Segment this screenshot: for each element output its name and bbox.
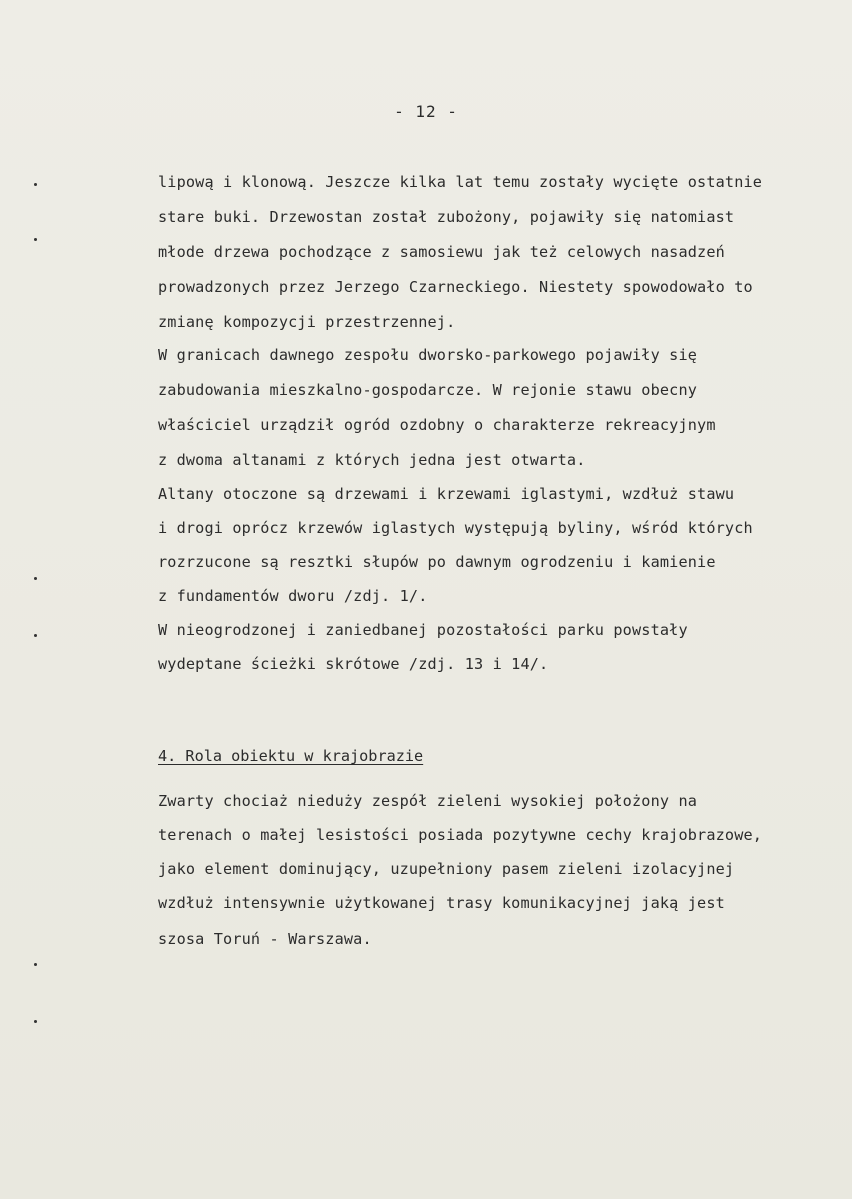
paragraph-line: właściciel urządził ogród ozdobny o charakterze rekreacyjnym (158, 416, 716, 434)
paragraph-line: z dwoma altanami z których jedna jest otwarta. (158, 451, 586, 469)
page-number: - 12 - (394, 102, 458, 121)
paragraph-line: wydeptane ścieżki skrótowe /zdj. 13 i 14/. (158, 655, 549, 673)
paragraph-line: zmianę kompozycji przestrzennej. (158, 313, 456, 331)
paragraph-line: Altany otoczone są drzewami i krzewami iglastymi, wzdłuż stawu (158, 485, 735, 503)
punch-hole-mark (34, 1020, 37, 1023)
paragraph-line: W granicach dawnego zespołu dworsko-parkowego pojawiły się (158, 346, 698, 364)
punch-hole-mark (34, 577, 37, 580)
paragraph-line: W nieogrodzonej i zaniedbanej pozostałości parku powstały (158, 621, 688, 639)
paragraph-line: zabudowania mieszkalno-gospodarcze. W rejonie stawu obecny (158, 381, 698, 399)
punch-hole-mark (34, 963, 37, 966)
section-line: jako element dominujący, uzupełniony pasem zieleni izolacyjnej (158, 860, 735, 878)
paragraph-line: i drogi oprócz krzewów iglastych występują byliny, wśród których (158, 519, 753, 537)
punch-hole-mark (34, 634, 37, 637)
paragraph-line: lipową i klonową. Jeszcze kilka lat temu zostały wycięte ostatnie (158, 173, 763, 191)
paragraph-line: stare buki. Drzewostan został zubożony, pojawiły się natomiast (158, 208, 735, 226)
paragraph-line: rozrzucone są resztki słupów po dawnym ogrodzeniu i kamienie (158, 553, 716, 571)
paragraph-line: młode drzewa pochodzące z samosiewu jak też celowych nasadzeń (158, 243, 725, 261)
section-line: wzdłuż intensywnie użytkowanej trasy komunikacyjnej jaką jest (158, 894, 725, 912)
punch-hole-mark (34, 183, 37, 186)
section-line: szosa Toruń - Warszawa. (158, 930, 372, 948)
paragraph-line: prowadzonych przez Jerzego Czarneckiego. Niestety spowodowało to (158, 278, 753, 296)
section-line: terenach o małej lesistości posiada pozytywne cechy krajobrazowe, (158, 826, 763, 844)
punch-hole-mark (34, 238, 37, 241)
section-heading: 4. Rola obiektu w krajobrazie (158, 747, 424, 765)
paragraph-line: z fundamentów dworu /zdj. 1/. (158, 587, 428, 605)
section-line: Zwarty chociaż nieduży zespół zieleni wysokiej położony na (158, 792, 698, 810)
